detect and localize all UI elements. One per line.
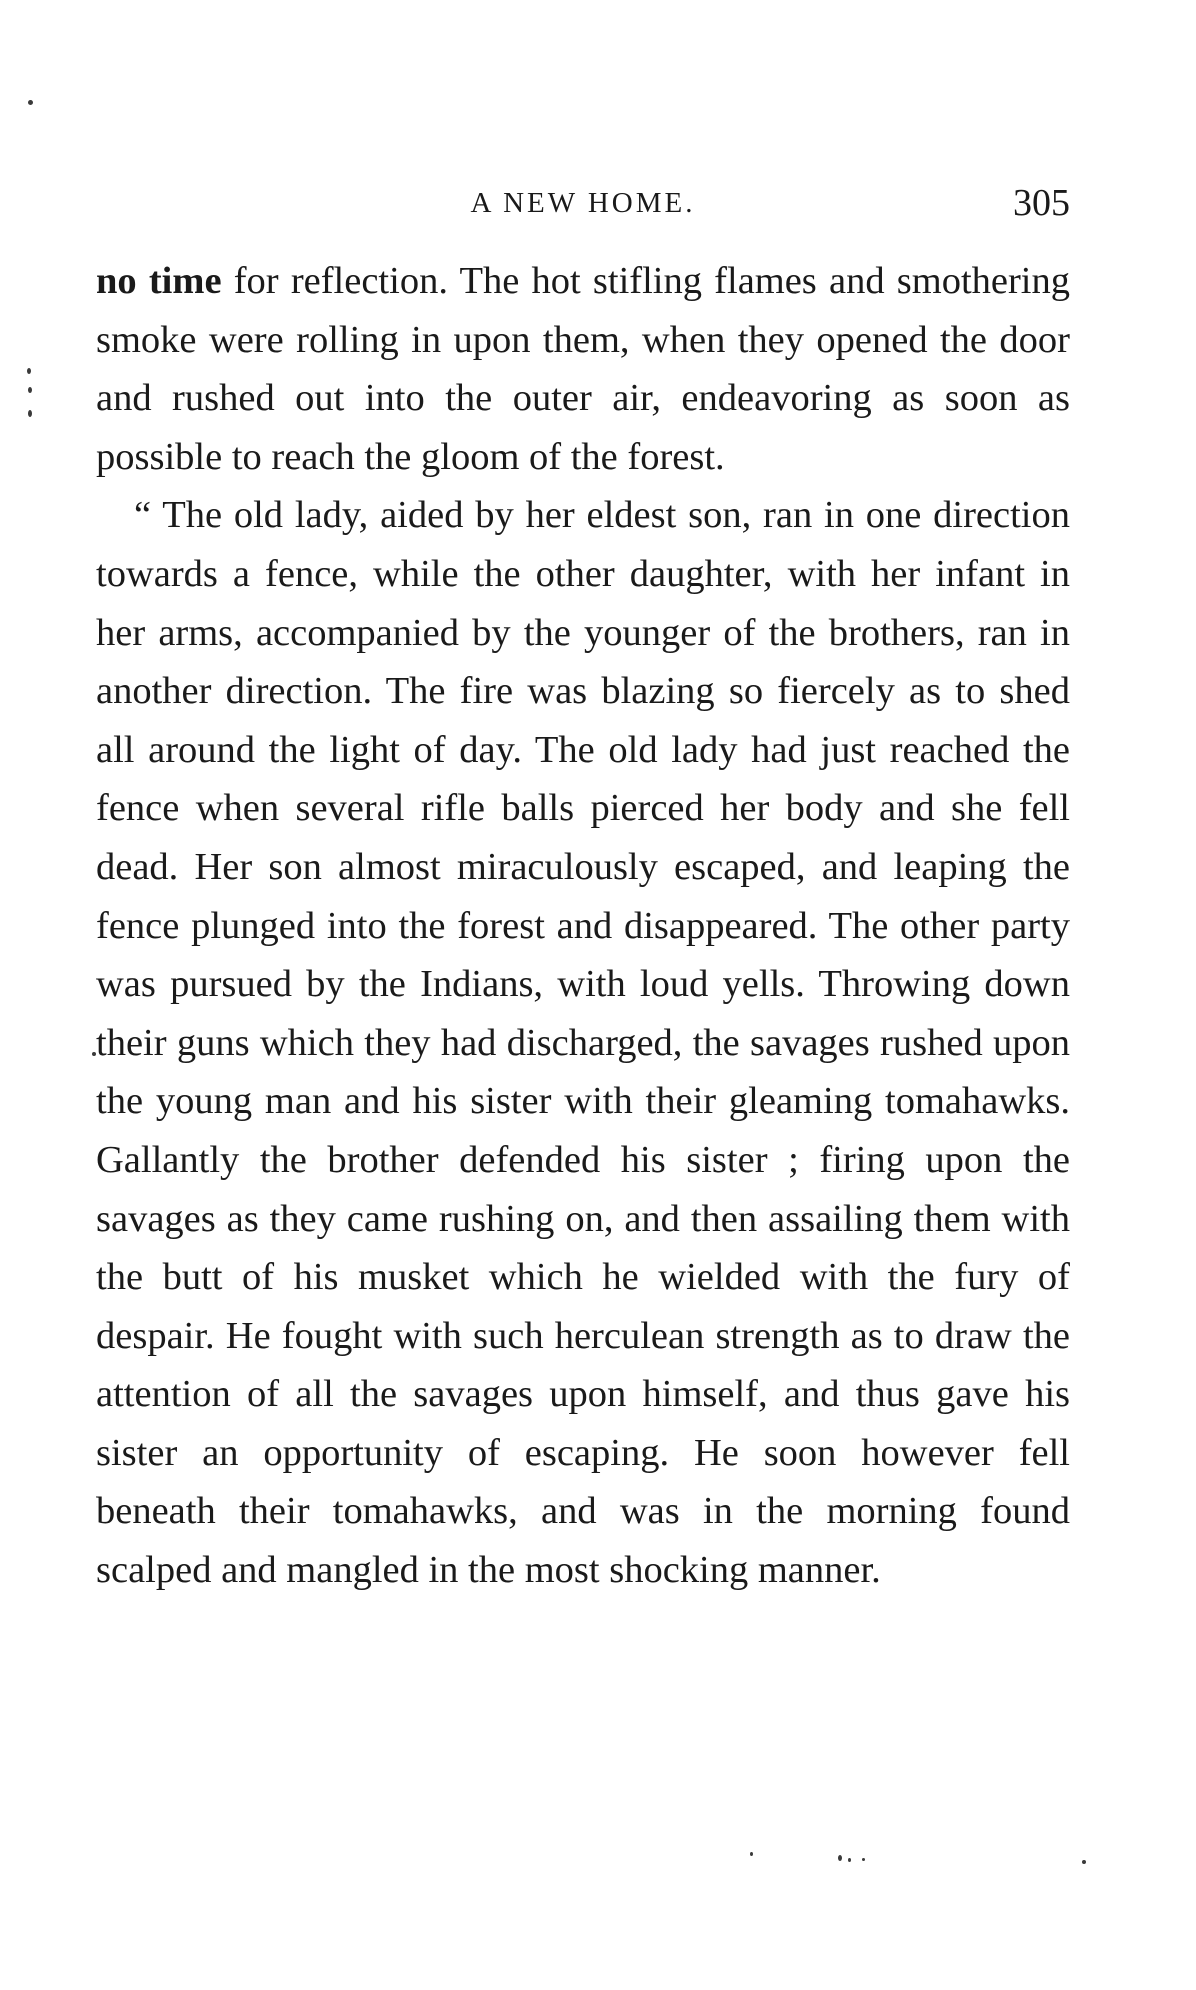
scan-speck (750, 1852, 753, 1856)
scan-speck (28, 387, 32, 393)
page-number: 305 (1013, 182, 1070, 224)
scan-speck (92, 1052, 96, 1056)
scan-speck (1082, 1860, 1086, 1864)
scan-speck (848, 1858, 851, 1862)
scan-speck (27, 368, 31, 374)
paragraph-1-text: for reflection. The hot stifling flames and smothering smoke were rolling in upon them, when they opened the door and rushed out into the outer air, endeavoring as soon as possible to reach the gloom of the forest. (96, 260, 1071, 478)
scan-speck (28, 410, 32, 417)
scan-speck (838, 1855, 842, 1861)
paragraph-1 (96, 252, 1070, 486)
paragraph-2-text: “ The old lady, aided by her eldest son, ran in one direction towards a fence, while the other daughter, with her infant in her arms, accompanied by the younger of the brothers, ran in another direction. The fire was blazing so fiercely as to shed all around the light of day. The old lady had just reached the fence when several rifle balls pierced her body and she fell dead. Her son almost miraculously escaped, and leaping the fence plunged into the forest and disappeared. The other party was pursued by the Indians, with loud yells. Throwing down their guns which they had discharged, the savages rushed upon the young man and his sister with their gleaming tomahawks. Gallantly the brother defended his sister ; firing upon the savages as they came rushing on, and then assailing them with the butt of his musket which he wielded with the fury of despair. He fought with such herculean strength as to draw the attention of all the savages upon himself, and thus gave his sister an opportunity of escaping. He soon however fell beneath their tomahawks, and was in the morning found scalped and mangled in the most shocking manner. (96, 494, 1070, 1592)
running-head: A NEW HOME. (470, 187, 696, 219)
page-header (96, 178, 1070, 228)
scan-speck (862, 1858, 865, 1861)
paragraph-1-lead: no time (96, 260, 222, 302)
scan-speck (28, 100, 33, 105)
paragraph-2 (96, 486, 1070, 1599)
body-text (96, 252, 1070, 1600)
